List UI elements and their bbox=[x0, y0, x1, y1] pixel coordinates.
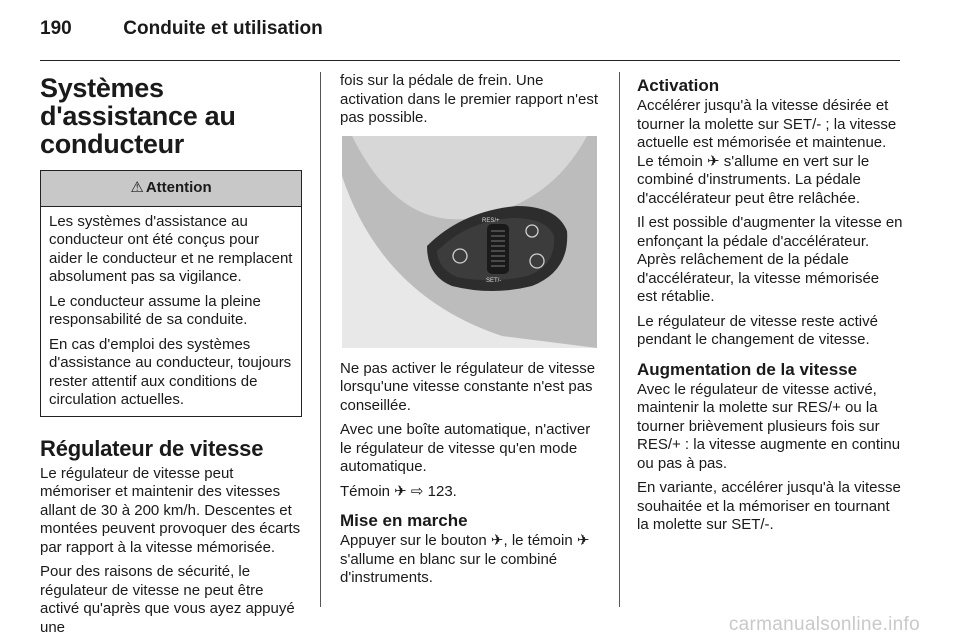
column-divider bbox=[320, 72, 321, 607]
res-label: RES/+ bbox=[482, 217, 500, 224]
paragraph: Le régulateur de vitesse reste activé pendant le changement de vitesse. bbox=[637, 312, 878, 348]
attention-text-2: Le conducteur assume la pleine responsabilité de sa conduite. bbox=[49, 292, 261, 328]
header-rule bbox=[40, 60, 900, 61]
attention-header bbox=[41, 171, 301, 207]
attention-heading: Attention bbox=[145, 179, 212, 196]
attention-text-1: Les systèmes d'assistance au conducteur ont été conçus pour aider le conducteur et ne remplacent absolument pas sa vigilance. bbox=[49, 212, 293, 285]
paragraph: Pour des raisons de sécurité, le régulateur de vitesse ne peut être activé qu'après que vous ayez appuyé une bbox=[40, 563, 295, 636]
paragraph: Accélérer jusqu'à la vitesse désirée et tourner la molette sur SET/- ; la vitesse actuelle est mémorisée et maintenue. Le témoin ✈ s'allume en vert sur le combiné d'instruments. La pédale d'accélérateur peut être relâchée. bbox=[637, 97, 897, 207]
paragraph: fois sur la pédale de frein. Une activation dans le premier rapport n'est pas possible. bbox=[340, 72, 598, 126]
subsection-title: Mise en marche bbox=[340, 511, 468, 530]
paragraph: Avec le régulateur de vitesse activé, maintenir la molette sur RES/+ ou la tourner brièvement plusieurs fois sur RES/+ : la vitesse augmente en continu ou pas à pas. bbox=[637, 380, 901, 472]
chapter-title: Conduite et utilisation bbox=[123, 18, 323, 39]
page-number: 190 bbox=[40, 18, 72, 39]
column-2 bbox=[340, 72, 602, 594]
paragraph: Ne pas activer le régulateur de vitesse lorsqu'une vitesse constante n'est pas conseillée. bbox=[340, 359, 596, 414]
paragraph: Avec une boîte automatique, n'activer le régulateur de vitesse qu'en mode automatique. bbox=[340, 421, 591, 475]
attention-body bbox=[41, 207, 301, 416]
attention-text-3: En cas d'emploi des systèmes d'assistance au conducteur, toujours rester attentif aux conditions de circulation actuelles. bbox=[49, 335, 292, 408]
paragraph: Témoin ✈ ⇨ 123. bbox=[340, 482, 457, 500]
attention-box bbox=[40, 170, 302, 417]
column-3 bbox=[637, 72, 903, 541]
page-header bbox=[40, 18, 323, 40]
main-title: Systèmes d'assistance au conducteur bbox=[40, 73, 236, 159]
warning-icon: ⚠ bbox=[130, 179, 144, 196]
watermark: carmanualsonline.info bbox=[728, 614, 920, 635]
set-label: SET/- bbox=[486, 277, 502, 284]
subsection-title: Augmentation de la vitesse bbox=[637, 359, 858, 379]
paragraph: En variante, accélérer jusqu'à la vitesse souhaitée et la mémoriser en tournant la molette sur SET/-. bbox=[637, 479, 901, 533]
paragraph: Appuyer sur le bouton ✈, le témoin ✈ s'allume en blanc sur le combiné d'instruments. bbox=[340, 532, 590, 586]
steering-wheel-photo bbox=[342, 136, 597, 348]
column-1 bbox=[40, 72, 302, 643]
subsection-title: Activation bbox=[637, 76, 720, 95]
column-divider bbox=[619, 72, 620, 607]
paragraph: Le régulateur de vitesse peut mémoriser et maintenir des vitesses allant de 30 à 200 km/h. Descentes et montées peuvent provoquer des écarts par rapport à la vitesse mémorisée. bbox=[40, 464, 301, 556]
paragraph: Il est possible d'augmenter la vitesse en enfonçant la pédale d'accélérateur. Après relâchement de la pédale d'accélérateur, la vitesse mémorisée est rétablie. bbox=[637, 214, 903, 305]
section-title: Régulateur de vitesse bbox=[40, 435, 264, 461]
